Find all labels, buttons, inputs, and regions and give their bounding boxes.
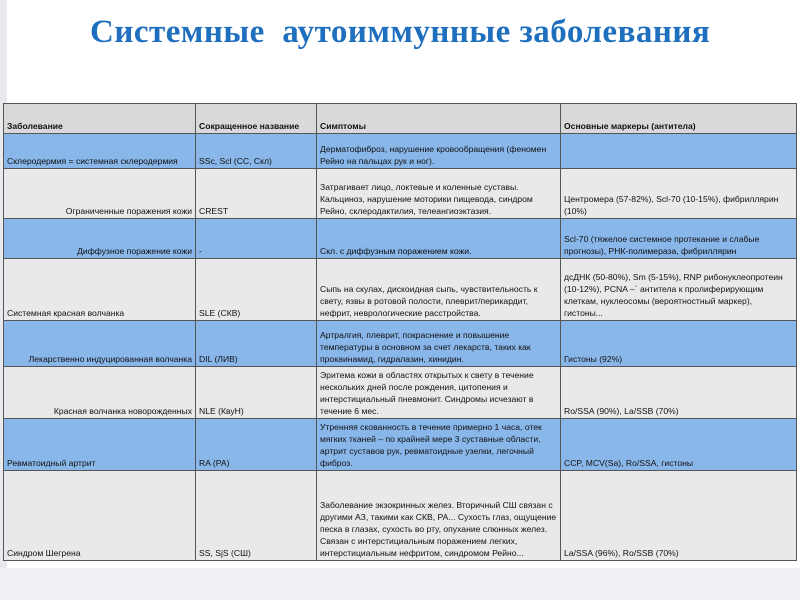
cell-symptoms: Дерматофиброз, нарушение кровообращения (феномен Рейно на пальцах рук и ног). xyxy=(317,134,561,169)
cell-markers: дсДНК (50-80%), Sm (5-15%), RNP рибонуклеопротеин (10-12%), PCNA –` антитела к пролиферирующим клеткам, нуклеосомы (вероятностный маркер), гистоны... xyxy=(561,259,797,321)
cell-symptoms: Скл. с диффузным поражением кожи. xyxy=(317,219,561,259)
cell-disease: Склеродермия = системная склеродермия xyxy=(4,134,196,169)
cell-abbreviation: RA (РА) xyxy=(196,419,317,471)
table-row xyxy=(4,419,797,471)
table-row xyxy=(4,169,797,219)
table-row xyxy=(4,134,797,169)
table-row xyxy=(4,219,797,259)
cell-symptoms: Затрагивает лицо, локтевые и коленные суставы. Кальциноз, нарушение моторики пищевода, синдром Рейно, склеродактилия, телеангиоэктазия. xyxy=(317,169,561,219)
cell-abbreviation: SSc, Scl (СС, Скл) xyxy=(196,134,317,169)
cell-abbreviation: SLE (СКВ) xyxy=(196,259,317,321)
cell-markers: Гистоны (92%) xyxy=(561,321,797,367)
cell-markers: CCP, MCV(Sa), Ro/SSA, гистоны xyxy=(561,419,797,471)
table-row xyxy=(4,471,797,561)
cell-disease: Красная волчанка новорожденных xyxy=(4,367,196,419)
header-disease: Заболевание xyxy=(4,104,196,134)
table-row xyxy=(4,259,797,321)
cell-symptoms: Артралгия, плеврит, покраснение и повышение температуры в основном за счет лекарств, таких как прокаинамид, гидралазин, хинидин. xyxy=(317,321,561,367)
header-abbreviation: Сокращенное название xyxy=(196,104,317,134)
cell-disease: Диффузное поражение кожи xyxy=(4,219,196,259)
cell-abbreviation: - xyxy=(196,219,317,259)
cell-markers: Ro/SSA (90%), La/SSB (70%) xyxy=(561,367,797,419)
cell-symptoms: Сыпь на скулах, дискоидная сыпь, чувствительность к свету, язвы в ротовой полости, плеврит/перикардит, нефрит, неврологические расстройства. xyxy=(317,259,561,321)
cell-markers: Scl-70 (тяжелое системное протекание и слабые прогнозы), РНК-полимераза, фибриллярин xyxy=(561,219,797,259)
cell-disease: Синдром Шегрена xyxy=(4,471,196,561)
cell-abbreviation: NLE (КвуН) xyxy=(196,367,317,419)
slide-title: Системные аутоиммунные заболевания xyxy=(90,14,711,50)
cell-markers: La/SSA (96%), Ro/SSB (70%) xyxy=(561,471,797,561)
cell-abbreviation: DIL (ЛИВ) xyxy=(196,321,317,367)
table-header-row xyxy=(4,104,797,134)
cell-markers: Центромера (57-82%), Scl-70 (10-15%), фибриллярин (10%) xyxy=(561,169,797,219)
cell-abbreviation: SS, SjS (СШ) xyxy=(196,471,317,561)
table-row xyxy=(4,367,797,419)
cell-disease: Ревматоидный артрит xyxy=(4,419,196,471)
cell-symptoms: Утренняя скованность в течение примерно 1 часа, отек мягких тканей – по крайней мере 3 суставные области, артрит суставов рук, ревматоидные узелки, легочный фиброз. xyxy=(317,419,561,471)
cell-symptoms: Эритема кожи в областях открытых к свету в течение нескольких дней после рождения, цитопения и интерстициальный пневмонит. Синдромы исчезают в течение 6 мес. xyxy=(317,367,561,419)
cell-disease: Лекарственно индуцированная волчанка xyxy=(4,321,196,367)
header-markers: Основные маркеры (антитела) xyxy=(561,104,797,134)
header-symptoms: Симптомы xyxy=(317,104,561,134)
cell-disease: Ограниченные поражения кожи xyxy=(4,169,196,219)
diseases-table xyxy=(3,103,797,561)
cell-abbreviation: CREST xyxy=(196,169,317,219)
cell-symptoms: Заболевание экзокринных желез. Вторичный СШ связан с другими АЗ, такими как СКВ, РА... Сухость глаз, ощущение песка в глазах, сухость во рту, опухание слюнных желез. Связан с интерстициальным поражением легких, интерстициальным нефритом, синдромом Рейно... xyxy=(317,471,561,561)
cell-markers xyxy=(561,134,797,169)
table-row xyxy=(4,321,797,367)
cell-disease: Системная красная волчанка xyxy=(4,259,196,321)
bottom-decor-bar xyxy=(0,568,800,600)
